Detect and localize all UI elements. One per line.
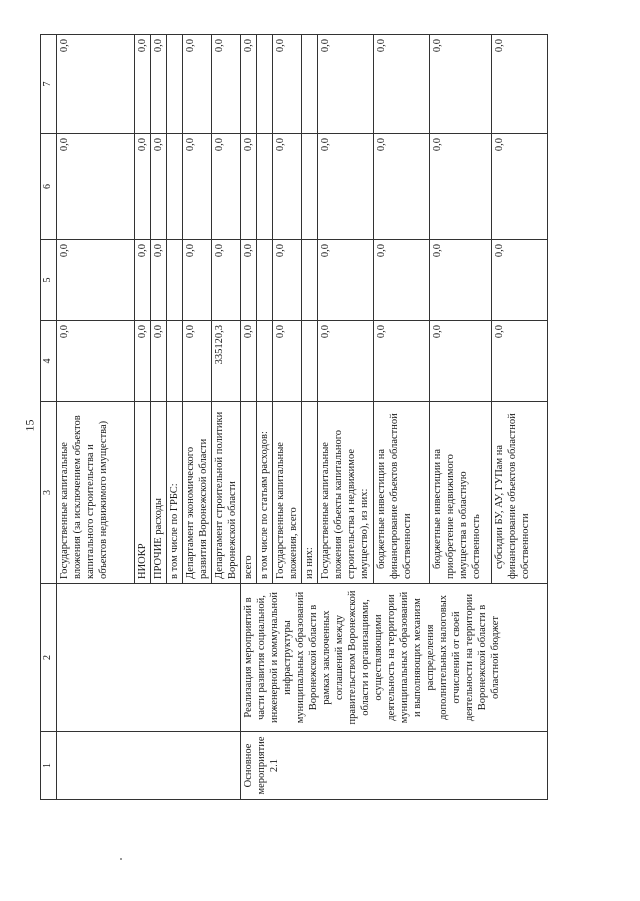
expense-category: ПРОЧИЕ расходы (151, 402, 167, 584)
expense-category-label: Государственные капитальные вложения, всего (275, 442, 299, 579)
page-number: 15 (22, 419, 37, 432)
value-v5: 0,0 (430, 240, 492, 321)
value-v4: 0,0 (492, 321, 548, 402)
value-v7: 0,0 (151, 35, 167, 134)
value-v7: 0,0 (273, 35, 302, 134)
header-cell-2: 2 (41, 584, 57, 732)
value-v6: 0,0 (318, 134, 374, 240)
value-v5: 0,0 (135, 240, 151, 321)
value-v4: 0,0 (241, 321, 257, 402)
value-v6: 0,0 (135, 134, 151, 240)
expense-category-label: из них: (304, 547, 315, 579)
expense-category: Департамент строительной политики Воронежской области (212, 402, 241, 584)
value-v6 (302, 134, 318, 240)
header-cell-1: 1 (41, 732, 57, 800)
expense-category-label: Государственные капитальные вложения (объекты капитального строительства и недвижимое имущество), из них: (320, 429, 370, 579)
header-cell-5: 5 (41, 240, 57, 321)
expense-category (273, 402, 302, 584)
value-v4 (167, 321, 183, 402)
expense-category-label: всего (243, 555, 254, 579)
value-v6: 0,0 (430, 134, 492, 240)
expense-category: Департамент экономического развития Воронежской области (183, 402, 212, 584)
value-v5: 0,0 (374, 240, 430, 321)
value-v4: 0,0 (430, 321, 492, 402)
table-row (57, 35, 135, 800)
empty-cell-col1 (57, 732, 241, 800)
value-v6: 0,0 (183, 134, 212, 240)
value-v7: 0,0 (318, 35, 374, 134)
header-cell-4: 4 (41, 321, 57, 402)
value-v7 (167, 35, 183, 134)
value-v5 (302, 240, 318, 321)
value-v5 (257, 240, 273, 321)
value-v4 (257, 321, 273, 402)
value-v6: 0,0 (374, 134, 430, 240)
value-v4: 0,0 (151, 321, 167, 402)
expense-category-label: субсидии БУ, АУ, ГУПам на финансирование объектов областной собственности (494, 413, 531, 579)
rotated-table-container (40, 35, 540, 800)
value-v6: 0,0 (492, 134, 548, 240)
header-cell-6: 6 (41, 134, 57, 240)
expense-category (318, 402, 374, 584)
value-v6: 0,0 (212, 134, 241, 240)
value-v5 (167, 240, 183, 321)
scan-speck (120, 858, 122, 860)
expense-category-label: в том числе по статьям расходов: (259, 431, 270, 579)
value-v7: 0,0 (212, 35, 241, 134)
value-v7: 0,0 (374, 35, 430, 134)
value-v5: 0,0 (492, 240, 548, 321)
value-v5: 0,0 (183, 240, 212, 321)
header-cell-7: 7 (41, 35, 57, 134)
value-v4: 0,0 (183, 321, 212, 402)
expense-category (241, 402, 257, 584)
value-v6 (257, 134, 273, 240)
expense-category (374, 402, 430, 584)
expense-category-label: бюджетные инвестиции на финансирование объектов областной собственности (376, 413, 413, 579)
value-v6: 0,0 (57, 134, 135, 240)
table-row (241, 35, 257, 800)
expense-category (302, 402, 318, 584)
expense-category (257, 402, 273, 584)
empty-cell-col2 (57, 584, 241, 732)
value-v6 (167, 134, 183, 240)
value-v6: 0,0 (241, 134, 257, 240)
expense-category: Государственные капитальные вложения (за исключением объектов капитального строительства и объектов недвижимого имущества) (57, 402, 135, 584)
value-v5: 0,0 (151, 240, 167, 321)
value-v6: 0,0 (273, 134, 302, 240)
value-v6: 0,0 (151, 134, 167, 240)
expense-category: в том числе по ГРБС: (167, 402, 183, 584)
value-v7: 0,0 (183, 35, 212, 134)
activity-description: Реализация мероприятий в части развития социальной, инженерной и коммунальной инфраструктуры муниципальных образований Воронежской области в рамках заключенных соглашений между правительством Воронежской области и организациями, осуществляющими деятельность на территории муниципальных образований и выполняющих механизм распределения дополнительных налоговых отчислений от своей деятельности на территории Воронежской области в областной бюджет (241, 584, 548, 732)
expense-category: НИОКР (135, 402, 151, 584)
value-v7 (257, 35, 273, 134)
value-v5: 0,0 (57, 240, 135, 321)
budget-table (40, 34, 548, 800)
value-v7: 0,0 (241, 35, 257, 134)
value-v5: 0,0 (318, 240, 374, 321)
value-v7: 0,0 (135, 35, 151, 134)
value-v7: 0,0 (430, 35, 492, 134)
value-v4: 335120,3 (212, 321, 241, 402)
value-v4: 0,0 (318, 321, 374, 402)
value-v7: 0,0 (492, 35, 548, 134)
value-v5: 0,0 (273, 240, 302, 321)
value-v4: 0,0 (374, 321, 430, 402)
value-v7 (302, 35, 318, 134)
value-v5: 0,0 (241, 240, 257, 321)
header-row (41, 35, 57, 800)
value-v7: 0,0 (57, 35, 135, 134)
value-v4: 0,0 (273, 321, 302, 402)
expense-category (492, 402, 548, 584)
value-v5: 0,0 (212, 240, 241, 321)
expense-category-label: бюджетные инвестиции на приобретение недвижимого имущества в областную собственность (432, 448, 482, 579)
activity-code: Основное мероприятие 2.1 (241, 732, 548, 800)
value-v4: 0,0 (57, 321, 135, 402)
header-cell-3: 3 (41, 402, 57, 584)
value-v4: 0,0 (135, 321, 151, 402)
expense-category (430, 402, 492, 584)
value-v4 (302, 321, 318, 402)
